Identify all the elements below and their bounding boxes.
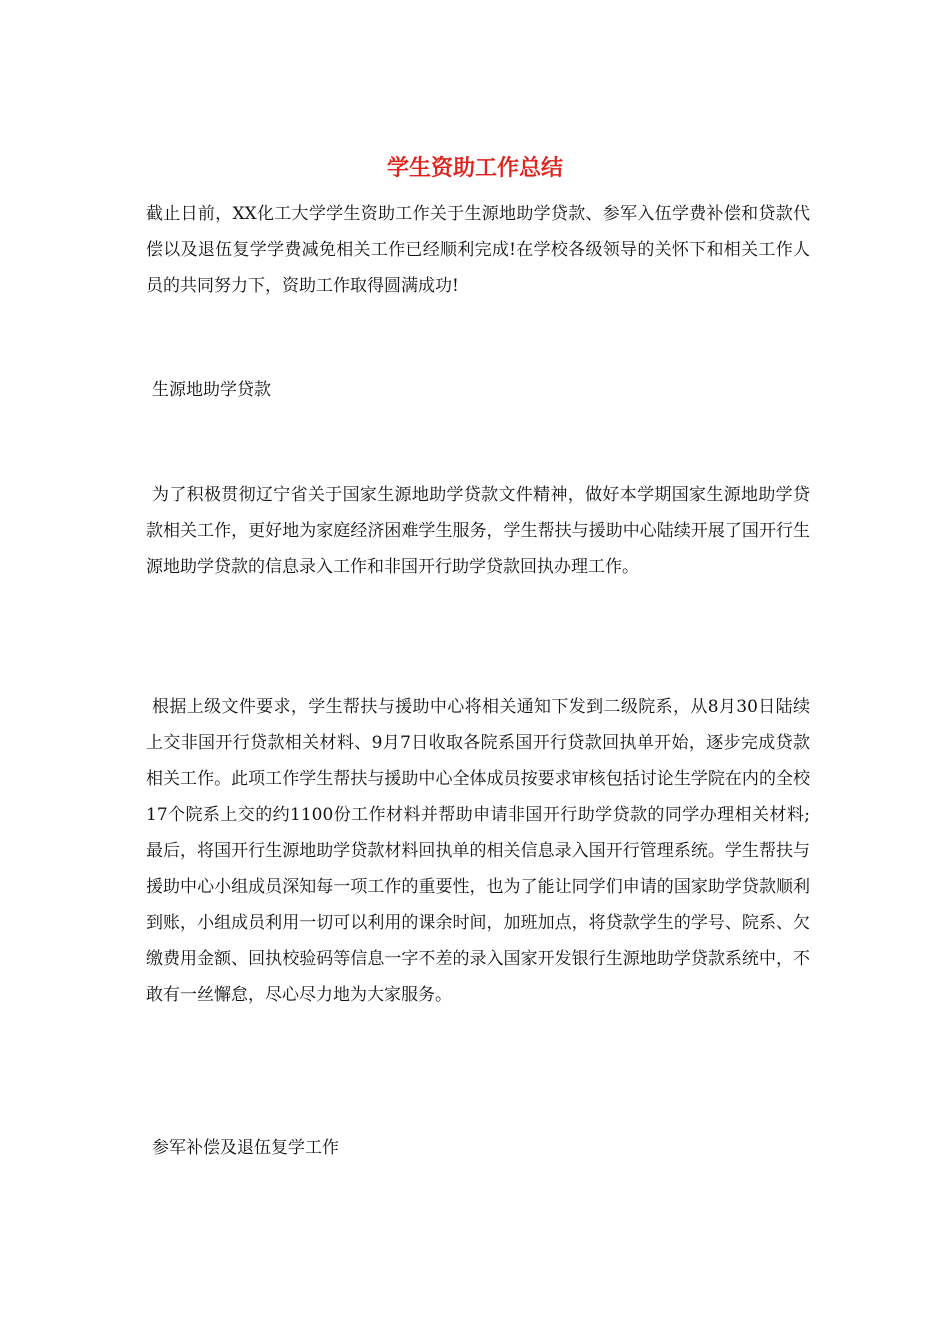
section-heading-student-loan: 生源地助学贷款 — [152, 380, 271, 400]
document-title: 学生资助工作总结 — [386, 155, 563, 181]
student-loan-paragraph-2: 根据上级文件要求，学生帮扶与援助中心将相关通知下发到二级院系，从8月30日陆续上交非国开行贷款相关材料、9月7日收取各院系国开行贷款回执单开始，逐步完成贷款相关工作。此项工作学生帮扶与援助中心全体成员按要求审核包括讨论生学院在内的全校17个院系上交的约1100份工作材料并帮助申请非国开行助学贷款的同学办理相关材料;最后，将国开行生源地助学贷款材料回执单的相关信息录入国开行管理系统。学生帮扶与援助中心小组成员深知每一项工作的重要性，也为了能让同学们申请的国家助学贷款顺利到账，小组成员利用一切可以利用的课余时间，加班加点，将贷款学生的学号、院系、欠缴费用金额、回执校验码等信息一字不差的录入国家开发银行生源地助学贷款系统中，不敢有一丝懈怠，尽心尽力地为大家服务。 — [146, 697, 810, 1005]
student-loan-paragraph-1: 为了积极贯彻辽宁省关于国家生源地助学贷款文件精神，做好本学期国家生源地助学贷款相关工作，更好地为家庭经济困难学生服务，学生帮扶与援助中心陆续开展了国开行生源地助学贷款的信息录入工作和非国开行助学贷款回执办理工作。 — [146, 485, 810, 577]
intro-paragraph: 截止日前，XX化工大学学生资助工作关于生源地助学贷款、参军入伍学费补偿和贷款代偿以及退伍复学学费减免相关工作已经顺利完成!在学校各级领导的关怀下和相关工作人员的共同努力下，资助工作取得圆满成功! — [146, 204, 810, 296]
section-heading-military-compensation: 参军补偿及退伍复学工作 — [152, 1138, 339, 1158]
